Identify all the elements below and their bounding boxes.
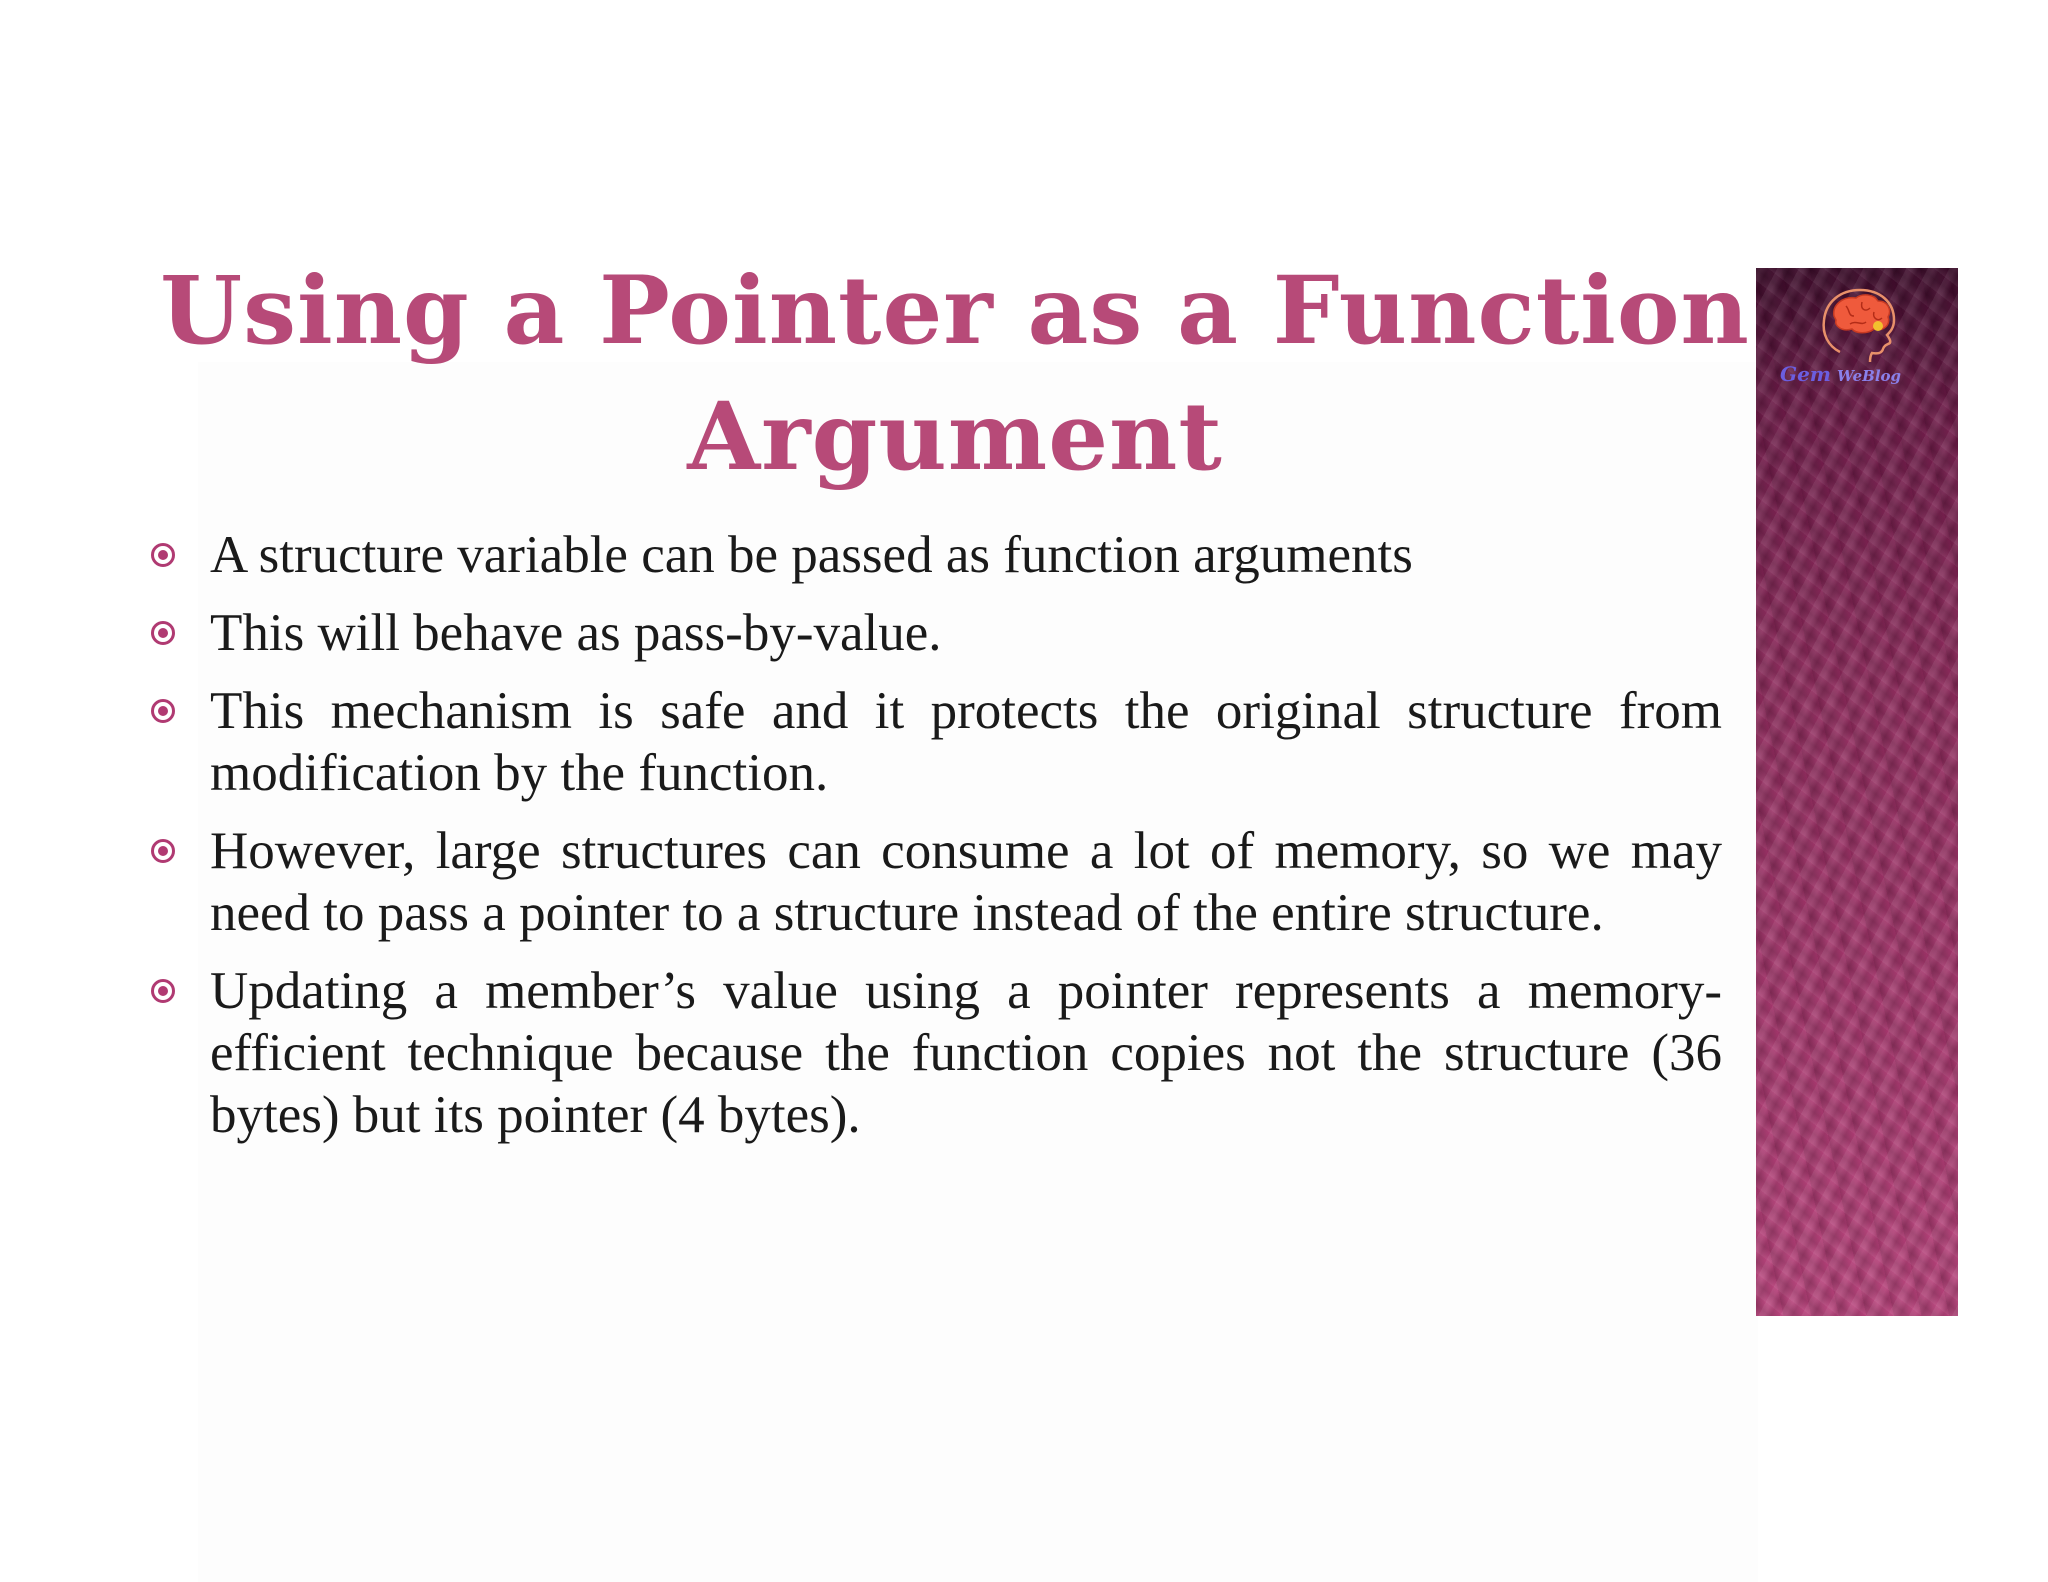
bullet-text: This mechanism is safe and it protects the original structure from modification by the function. <box>210 682 1722 802</box>
logo-weblog-text: WeBlog <box>1836 367 1902 385</box>
bullet-item <box>150 820 1722 944</box>
bullet-text: However, large structures can consume a lot of memory, so we may need to pass a pointer to a structure instead of the entire structure. <box>210 822 1722 942</box>
logo-wordmark <box>1780 362 1950 386</box>
circled-dot-icon <box>150 524 210 586</box>
gem-weblog-logo <box>1766 282 1948 392</box>
brain-head-icon <box>1766 282 1948 364</box>
logo-gem-text: Gem <box>1780 362 1831 386</box>
bullet-item <box>150 524 1722 586</box>
circled-dot-icon <box>150 820 210 882</box>
bullet-item <box>150 680 1722 804</box>
circled-dot-icon <box>150 960 210 1022</box>
bullet-item <box>150 960 1722 1146</box>
bullet-item <box>150 602 1722 664</box>
slide-title: Using a Pointer as a Function Argument <box>160 256 1750 492</box>
bullet-text: A structure variable can be passed as function arguments <box>210 526 1413 584</box>
bullet-list <box>150 524 1722 1162</box>
bullet-text: Updating a member’s value using a pointer represents a memory-efficient technique because the function copies not the structure (36 bytes) but its pointer (4 bytes). <box>210 962 1722 1144</box>
circled-dot-icon <box>150 680 210 742</box>
bullet-text: This will behave as pass-by-value. <box>210 604 942 662</box>
circled-dot-icon <box>150 602 210 664</box>
decorative-side-strip <box>1756 268 1958 1316</box>
